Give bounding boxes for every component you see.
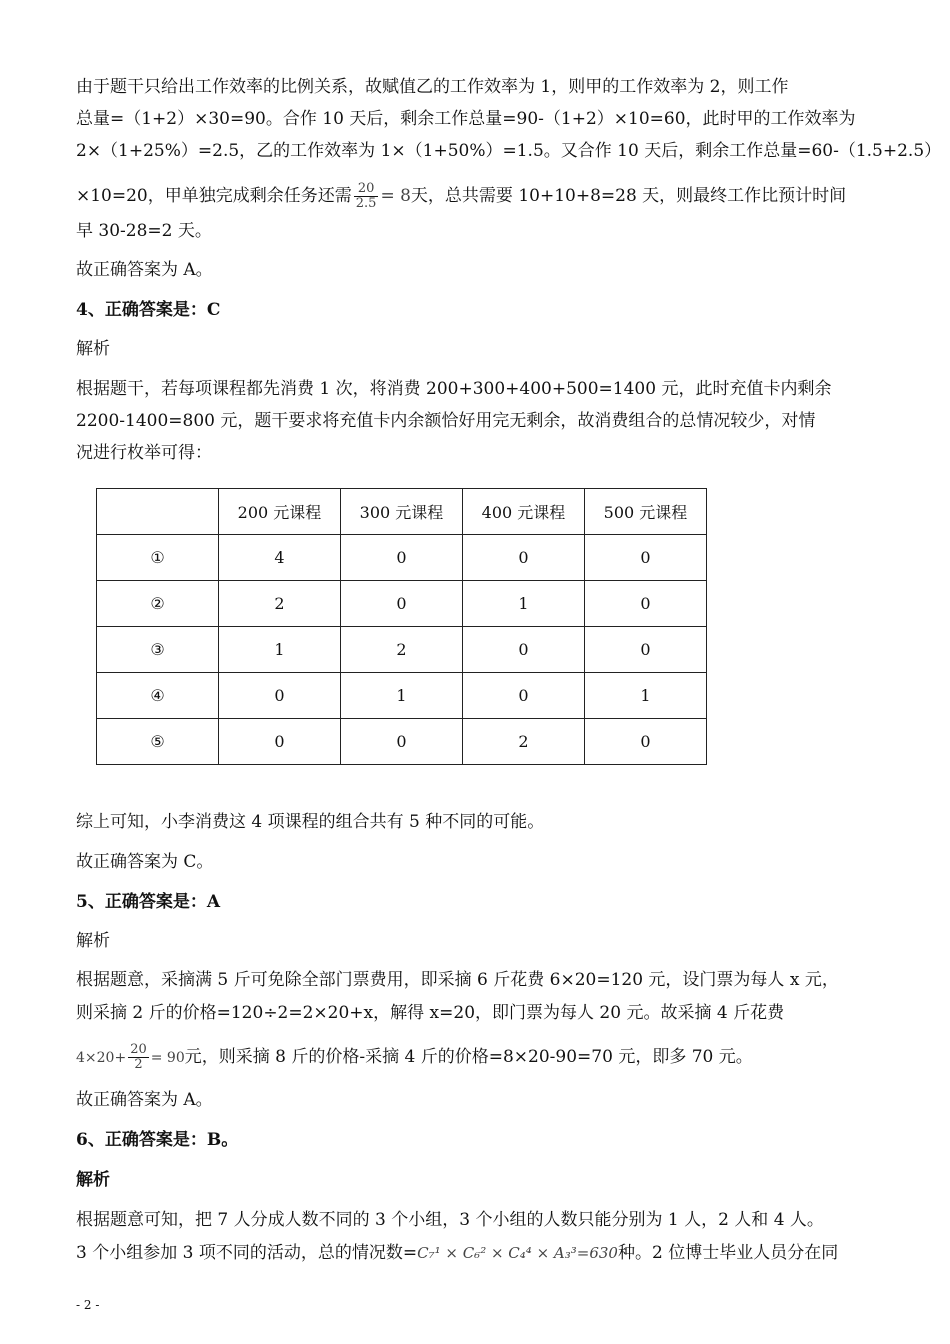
paragraph-line: 况进行枚举可得： bbox=[76, 443, 212, 463]
table-row bbox=[97, 627, 707, 673]
fraction-denominator: 2 bbox=[134, 1057, 143, 1072]
table-header-cell bbox=[97, 489, 219, 535]
math-equals: = 8 bbox=[380, 186, 411, 206]
table-header-cell: 400 元课程 bbox=[463, 489, 585, 535]
table-cell: 2 bbox=[463, 719, 585, 765]
table-row bbox=[97, 535, 707, 581]
paragraph-line-with-math bbox=[76, 1241, 838, 1265]
table-cell: ⑤ bbox=[97, 719, 219, 765]
paragraph-line-with-fraction bbox=[76, 1043, 753, 1072]
answer-heading: 4、正确答案是：C bbox=[76, 300, 221, 320]
table-cell: 1 bbox=[585, 673, 707, 719]
text-segment: 天，总共需要 10+10+8=28 天，则最终工作比预计时间 bbox=[410, 186, 847, 206]
text-segment: 3 个小组参加 3 项不同的活动，总的情况数= bbox=[76, 1243, 418, 1263]
answer-heading: 5、正确答案是：A bbox=[76, 892, 221, 912]
table-row bbox=[97, 673, 707, 719]
paragraph-line: 2200-1400=800 元，题干要求将充值卡内余额恰好用完无剩余，故消费组合的总情况较少，对情 bbox=[76, 411, 816, 431]
answer-heading: 6、正确答案是：B。 bbox=[76, 1130, 239, 1150]
page-number: - 2 - bbox=[76, 1298, 100, 1312]
paragraph-line: 由于题干只给出工作效率的比例关系，故赋值乙的工作效率为 1，则甲的工作效率为 2，则工作 bbox=[76, 77, 789, 97]
paragraph-line: 2×（1+25%）=2.5，乙的工作效率为 1×（1+50%）=1.5。又合作 10 天后，剩余工作总量=60-（1.5+2.5） bbox=[76, 141, 942, 161]
math-equals: = 90 bbox=[150, 1050, 185, 1066]
table-row bbox=[97, 719, 707, 765]
paragraph-line: 早 30-28=2 天。 bbox=[76, 221, 212, 241]
conclusion-text: 故正确答案为 A。 bbox=[76, 1090, 213, 1110]
table-cell: 4 bbox=[219, 535, 341, 581]
table-cell: 1 bbox=[341, 673, 463, 719]
math-expression: 4×20+ bbox=[76, 1050, 127, 1066]
conclusion-text: 故正确答案为 C。 bbox=[76, 852, 214, 872]
fraction bbox=[128, 1043, 149, 1072]
paragraph-line-with-fraction bbox=[76, 182, 846, 211]
table-cell: 0 bbox=[585, 719, 707, 765]
summary-text: 综上可知，小李消费这 4 项课程的组合共有 5 种不同的可能。 bbox=[76, 812, 545, 832]
table-cell: 0 bbox=[341, 719, 463, 765]
analysis-label: 解析 bbox=[76, 1170, 110, 1190]
paragraph-line: 根据题干，若每项课程都先消费 1 次，将消费 200+300+400+500=1400 元，此时充值卡内剩余 bbox=[76, 379, 832, 399]
table-cell: ③ bbox=[97, 627, 219, 673]
table-cell: 0 bbox=[463, 627, 585, 673]
fraction bbox=[354, 182, 379, 211]
table-cell: 2 bbox=[219, 581, 341, 627]
table-cell: 0 bbox=[463, 673, 585, 719]
text-segment: ×10=20，甲单独完成剩余任务还需 bbox=[76, 186, 352, 206]
analysis-label: 解析 bbox=[76, 339, 110, 359]
table-row bbox=[97, 581, 707, 627]
analysis-label: 解析 bbox=[76, 931, 110, 951]
table-header-row bbox=[97, 489, 707, 535]
paragraph-line: 根据题意可知，把 7 人分成人数不同的 3 个小组，3 个小组的人数只能分别为 1 人，2 人和 4 人。 bbox=[76, 1210, 824, 1230]
text-segment: 种。2 位博士毕业人员分在同 bbox=[617, 1243, 839, 1263]
table-header-cell: 200 元课程 bbox=[219, 489, 341, 535]
table-cell: 1 bbox=[219, 627, 341, 673]
fraction-numerator: 20 bbox=[130, 1042, 147, 1057]
table-cell: 0 bbox=[585, 535, 707, 581]
table-header-cell: 300 元课程 bbox=[341, 489, 463, 535]
table-cell: 0 bbox=[585, 581, 707, 627]
table-cell: 0 bbox=[341, 581, 463, 627]
fraction-denominator: 2.5 bbox=[355, 196, 377, 211]
table-cell: 0 bbox=[219, 673, 341, 719]
table-cell: 2 bbox=[341, 627, 463, 673]
paragraph-line: 总量=（1+2）×30=90。合作 10 天后，剩余工作总量=90-（1+2）×10=60，此时甲的工作效率为 bbox=[76, 109, 856, 129]
table-cell: 0 bbox=[341, 535, 463, 581]
fraction-numerator: 20 bbox=[354, 182, 379, 197]
table-cell: ① bbox=[97, 535, 219, 581]
conclusion-text: 故正确答案为 A。 bbox=[76, 260, 213, 280]
text-segment: 元，则采摘 8 斤的价格-采摘 4 斤的价格=8×20-90=70 元，即多 70 元。 bbox=[184, 1047, 753, 1067]
enumeration-table bbox=[96, 488, 707, 765]
table-cell: ② bbox=[97, 581, 219, 627]
table-cell: 1 bbox=[463, 581, 585, 627]
table-header-cell: 500 元课程 bbox=[585, 489, 707, 535]
paragraph-line: 根据题意，采摘满 5 斤可免除全部门票费用，即采摘 6 斤花费 6×20=120 元，设门票为每人 x 元， bbox=[76, 970, 839, 990]
table-cell: 0 bbox=[219, 719, 341, 765]
table-cell: 0 bbox=[463, 535, 585, 581]
table-cell: ④ bbox=[97, 673, 219, 719]
math-expression: C₇¹ × C₆² × C₄⁴ × A₃³=630 bbox=[417, 1244, 618, 1262]
table-cell: 0 bbox=[585, 627, 707, 673]
paragraph-line: 则采摘 2 斤的价格=120÷2=2×20+x，解得 x=20，即门票为每人 20 元。故采摘 4 斤花费 bbox=[76, 1003, 785, 1023]
